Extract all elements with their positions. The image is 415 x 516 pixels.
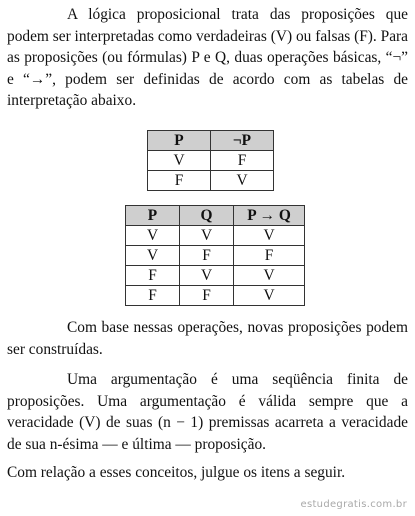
table-row <box>126 226 305 246</box>
table-cell: V <box>234 266 305 286</box>
header-cell: Q <box>180 206 234 226</box>
table-row <box>148 151 274 171</box>
table-cell: V <box>180 266 234 286</box>
table-cell: V <box>234 226 305 246</box>
negation-truth-table <box>147 130 274 191</box>
header-cell: ¬P <box>211 131 274 151</box>
instruction-paragraph: Com relação a esses conceitos, julgue os itens a seguir. <box>7 464 346 481</box>
table-cell: F <box>126 286 180 306</box>
table-row <box>126 246 305 266</box>
table-cell: V <box>211 171 274 191</box>
base-paragraph: Com base nessas operações, novas proposições podem ser construídas. <box>7 319 408 358</box>
table-cell: V <box>148 151 211 171</box>
watermark: estudegratis.com.br <box>300 499 407 510</box>
header-cell: P <box>126 206 180 226</box>
table-cell: V <box>126 226 180 246</box>
table-cell: V <box>180 226 234 246</box>
table-cell: F <box>148 171 211 191</box>
table-cell: F <box>180 246 234 266</box>
table-header-row <box>126 206 305 226</box>
table-cell: F <box>211 151 274 171</box>
table-row <box>126 266 305 286</box>
table-cell: F <box>126 266 180 286</box>
table-cell: F <box>180 286 234 306</box>
table-header-row <box>148 131 274 151</box>
argumentation-paragraph: Uma argumentação é uma seqüência finita de proposições. Uma argumentação é válida sempre que a veracidade (V) de suas (n − 1) premissas acarreta a veracidade de sua n-ésima — e última — proposição. <box>7 371 408 453</box>
table-cell: F <box>234 246 305 266</box>
table-cell: V <box>126 246 180 266</box>
table-row <box>148 171 274 191</box>
table-cell: V <box>234 286 305 306</box>
intro-paragraph: A lógica proposicional trata das proposições que podem ser interpretadas como verdadeiras (V) ou falsas (F). Para as proposições (ou fórmulas) P e Q, duas operações básicas, “¬” e “→”, podem ser definidas de acordo com as tabelas de interpretação abaixo. <box>7 6 408 109</box>
implication-truth-table <box>125 205 305 306</box>
header-cell: P → Q <box>234 206 305 226</box>
table-row <box>126 286 305 306</box>
header-cell: P <box>148 131 211 151</box>
